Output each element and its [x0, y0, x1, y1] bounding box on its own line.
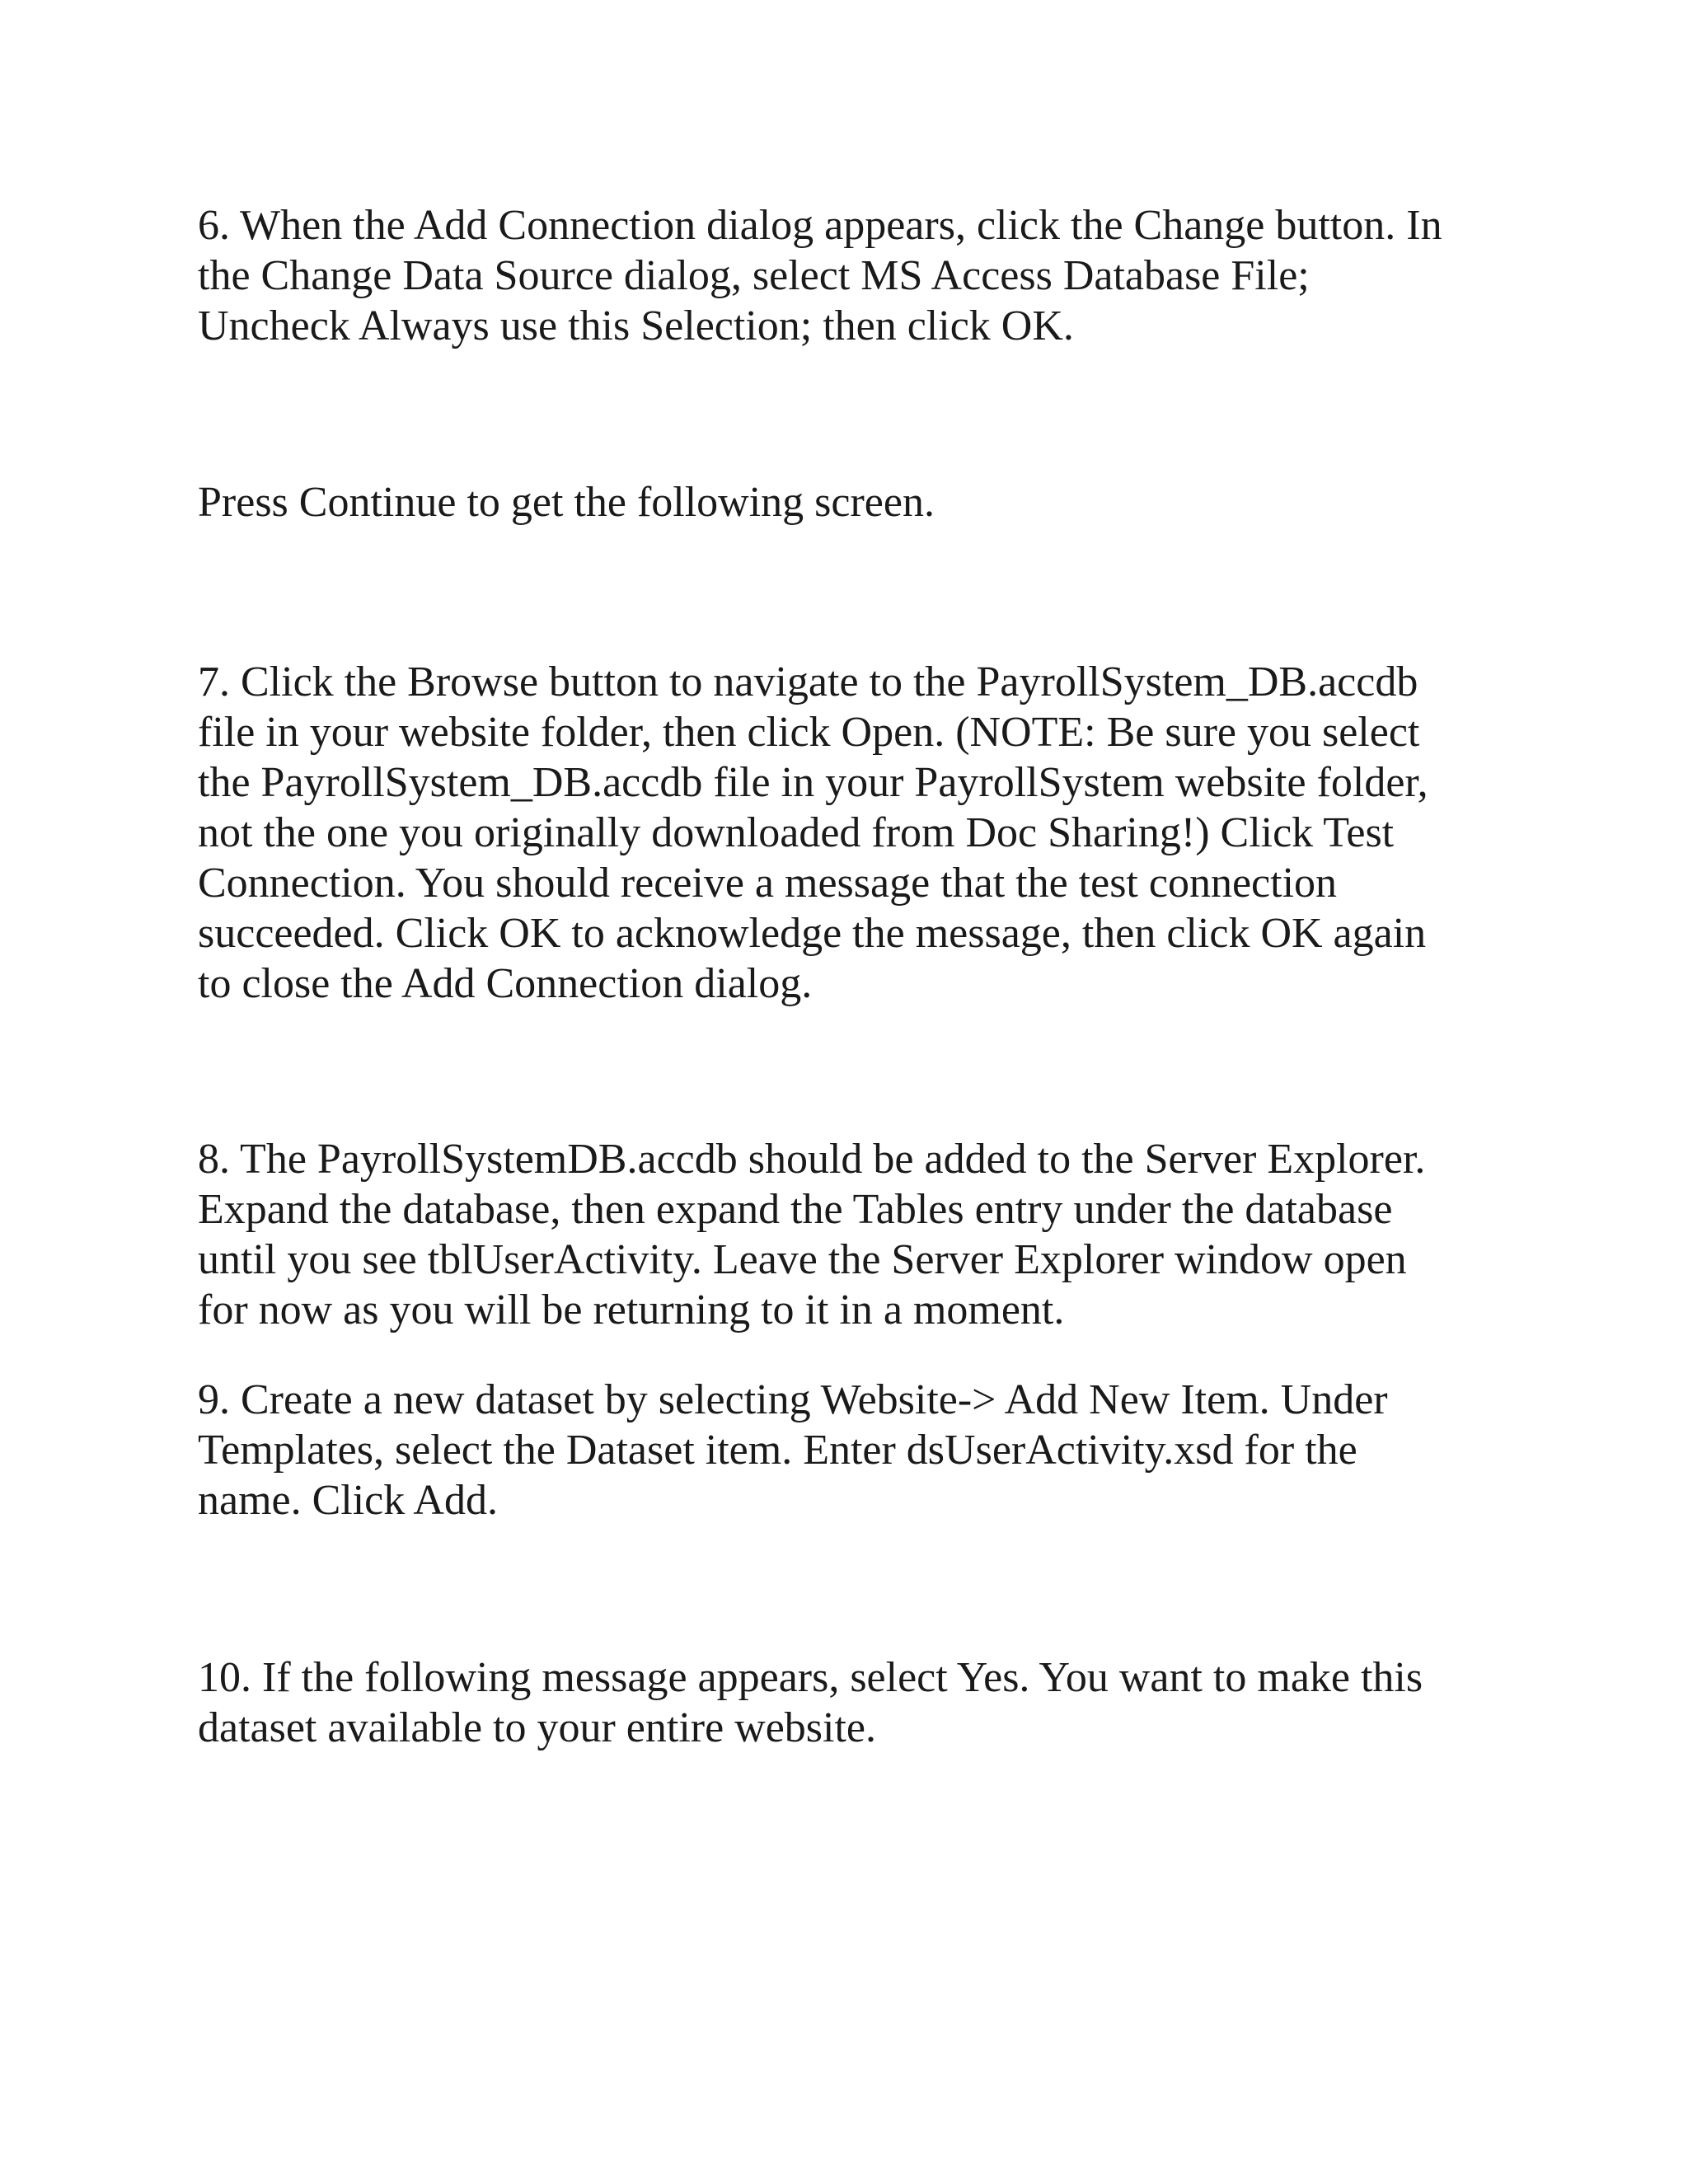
paragraph-step-9: 9. Create a new dataset by selecting Website-> Add New Item. Under Templates, select the Dataset item. Enter dsUserActivity.xsd for the name. Click Add. [198, 1376, 1388, 1524]
paragraph-step-10: 10. If the following message appears, select Yes. You want to make this dataset available to your entire website. [198, 1654, 1423, 1751]
paragraph-step-8: 8. The PayrollSystemDB.accdb should be added to the Server Explorer. Expand the database, then expand the Tables entry under the database until you see tblUserActivity. Leave the Server Explorer window open for now as you will be returning to it in a moment. [198, 1136, 1426, 1333]
paragraph-continue-note: Press Continue to get the following screen. [198, 479, 935, 526]
paragraph-step-7: 7. Click the Browse button to navigate to the PayrollSystem_DB.accdb file in your website folder, then click Open. (NOTE: Be sure you select the PayrollSystem_DB.accdb file in your PayrollSystem website folder, not the one you originally downloaded from Doc Sharing!) Click Test Connection. You should receive a message that the test connection succeeded. Click OK to acknowledge the message, then click OK again to close the Add Connection dialog. [198, 658, 1428, 1007]
paragraph-step-6: 6. When the Add Connection dialog appears, click the Change button. In the Change Data Source dialog, select MS Access Database File; Uncheck Always use this Selection; then click OK. [198, 202, 1442, 349]
